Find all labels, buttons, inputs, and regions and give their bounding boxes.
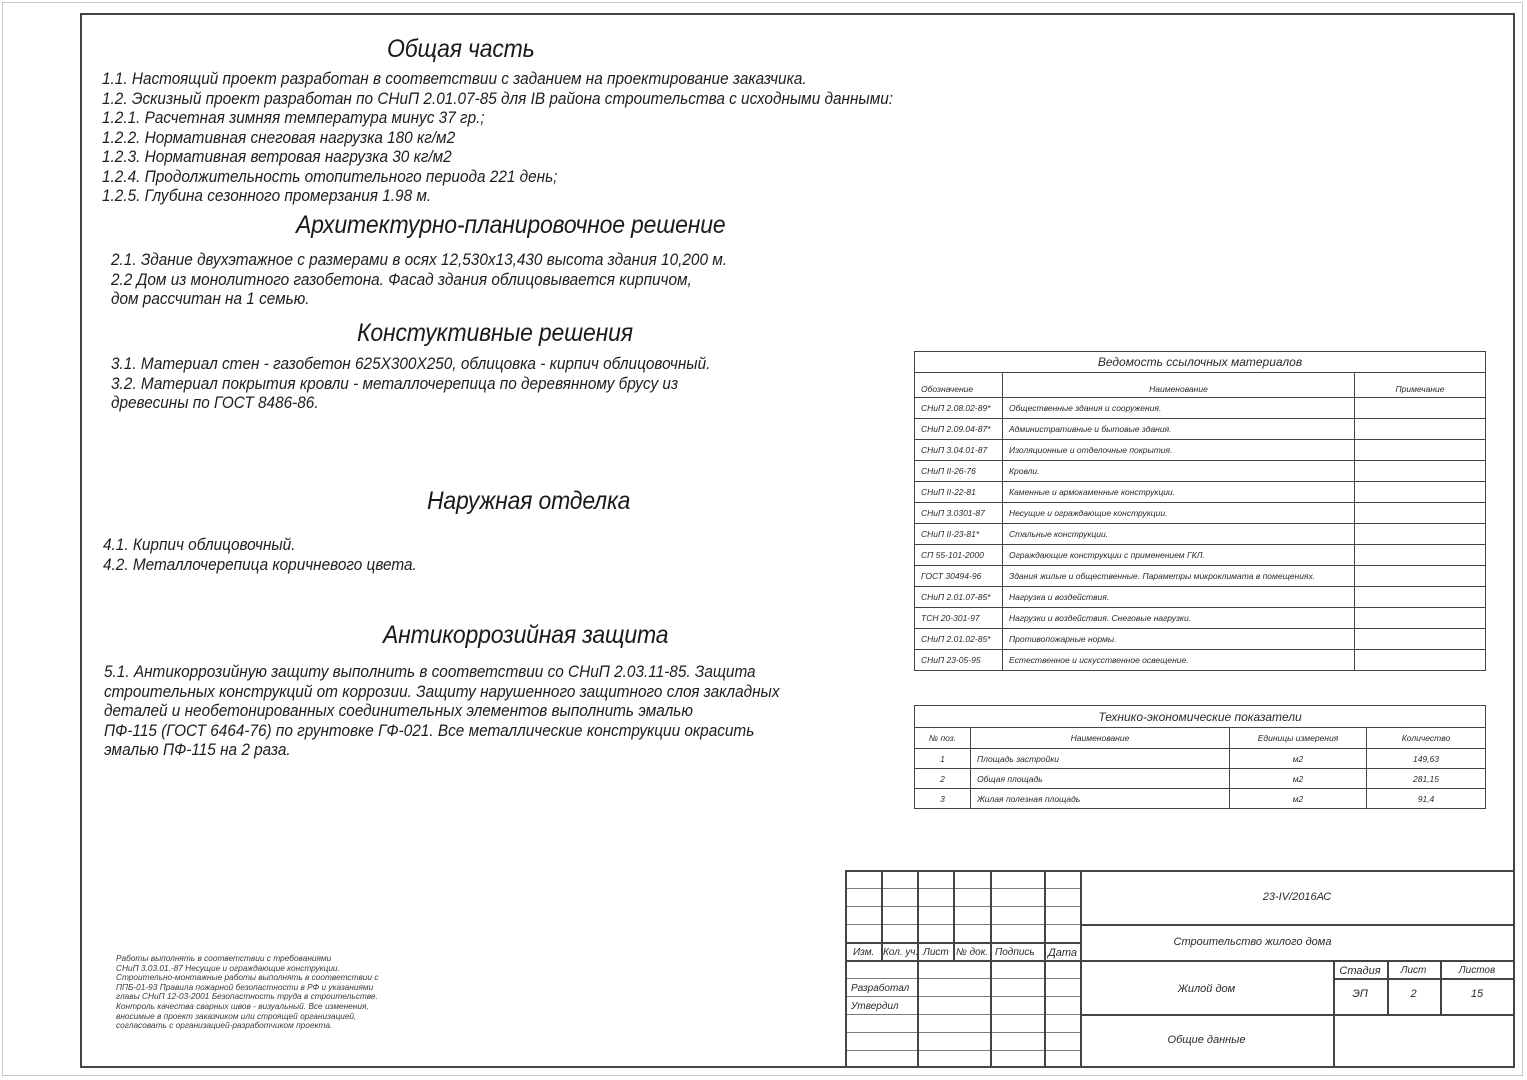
note-line: Работы выполнять в соответствии с требованиями <box>116 953 332 963</box>
text-line: 4.2. Металлочерепица коричневого цвета. <box>103 555 417 574</box>
text-line: 1.2. Эскизный проект разработан по СНиП 2.01.07-85 для IB района строительства с исходными данными: <box>102 89 894 108</box>
table-row <box>915 608 1486 629</box>
stamp-grid-line <box>845 1050 1080 1051</box>
note-line: согласовать с организацией-разработчиком проекта. <box>116 1020 333 1031</box>
stamp-grid-line <box>1080 960 1514 962</box>
text-line: 2.2 Дом из монолитного газобетона. Фасад здания облицовывается кирпичом, <box>111 270 692 289</box>
note-line: Контроль качества сварных швов - визуальный. Все изменения, <box>116 1000 369 1011</box>
references-table-title: Ведомость ссылочных материалов <box>915 352 1486 373</box>
text-line: 1.1. Настоящий проект разработан в соответствии с заданием на проектирование заказчика. <box>102 70 807 88</box>
project-name: Строительство жилого дома <box>1173 936 1332 948</box>
note-cell <box>1355 419 1486 440</box>
designation-cell: ГОСТ 30494-96 <box>915 566 1003 587</box>
unit-cell: м2 <box>1230 789 1367 809</box>
designation-cell: СНиП 23-05-95 <box>915 650 1003 671</box>
table-row <box>915 545 1486 566</box>
text-line: 1.2.1. Расчетная зимняя температура минус 37 гр.; <box>102 109 485 127</box>
name-cell: Жилая полезная площадь <box>971 789 1230 809</box>
stamp-header-change: Изм. <box>853 947 875 958</box>
designation-cell: СНиП 3.04.01-87 <box>915 440 1003 461</box>
table-row <box>915 524 1486 545</box>
text-line: древесины по ГОСТ 8486-86. <box>111 394 319 412</box>
note-cell <box>1355 545 1486 566</box>
stage-label: Стадия <box>1339 965 1381 977</box>
section-title-construction: Констуктивные решения <box>357 319 633 347</box>
stamp-grid-line <box>845 942 1080 944</box>
name-cell: Здания жилые и общественные. Параметры микроклимата в помещениях. <box>1003 566 1355 587</box>
name-cell: Нагрузки и воздействия. Снеговые нагрузки. <box>1003 608 1355 629</box>
quantity-cell: 91,4 <box>1367 789 1486 809</box>
stamp-grid-line <box>1080 924 1514 926</box>
column-header-quantity: Количество <box>1367 728 1486 749</box>
table-row <box>915 482 1486 503</box>
sheets-label: Листов <box>1458 965 1496 976</box>
table-row <box>915 398 1486 419</box>
name-cell: Несущие и ограждающие конструкции. <box>1003 503 1355 524</box>
name-cell: Изоляционные и отделочные покрытия. <box>1003 440 1355 461</box>
table-row <box>915 566 1486 587</box>
stamp-grid-line <box>845 906 1080 907</box>
sheet-number: 2 <box>1410 988 1417 1000</box>
sheet-label: Лист <box>1400 965 1427 976</box>
note-line: главы СНиП 12-03-2001 Безопастность труда в строительстве. <box>116 991 378 1002</box>
name-cell: Площадь застройки <box>971 749 1230 769</box>
text-line: 1.2.3. Нормативная ветровая нагрузка 30 кг/м2 <box>102 148 452 166</box>
section-body-architecture <box>111 251 727 310</box>
text-line: 2.1. Здание двухэтажное с размерами в осях 12,530х13,430 высота здания 10,200 м. <box>111 251 728 269</box>
name-cell: Ограждающие конструкции с применением ГКЛ. <box>1003 545 1355 566</box>
note-cell <box>1355 503 1486 524</box>
text-line: 1.2.5. Глубина сезонного промерзания 1.98 м. <box>102 187 432 205</box>
note-cell <box>1355 587 1486 608</box>
stamp-grid-line <box>845 1014 1080 1015</box>
note-cell <box>1355 608 1486 629</box>
note-cell <box>1355 398 1486 419</box>
sheet-title: Общие данные <box>1167 1034 1246 1046</box>
note-cell <box>1355 482 1486 503</box>
name-cell: Каменные и армокаменные конструкции. <box>1003 482 1355 503</box>
table-row <box>915 769 1486 789</box>
indicators-table <box>914 705 1486 809</box>
stamp-grid-line <box>1333 978 1514 980</box>
sheets-total: 15 <box>1470 988 1484 1000</box>
note-line: Строительно-монтажные работы выполнять в соответствии с <box>116 972 379 983</box>
table-row <box>915 419 1486 440</box>
table-row <box>915 789 1486 809</box>
text-line: 4.1. Кирпич облицовочный. <box>103 536 296 554</box>
stamp-header-signature: Подпись <box>995 947 1035 958</box>
table-row <box>915 440 1486 461</box>
section-body-construction <box>111 355 710 414</box>
position-cell: 2 <box>915 769 971 789</box>
table-row <box>915 629 1486 650</box>
stamp-grid-line <box>845 978 1080 979</box>
name-cell: Естественное и искусственное освещение. <box>1003 650 1355 671</box>
section-title-architecture: Архитектурно-планировочное решение <box>296 211 726 239</box>
name-cell: Кровли. <box>1003 461 1355 482</box>
note-cell <box>1355 650 1486 671</box>
section-body-general <box>102 70 893 207</box>
stamp-grid-line <box>953 870 955 960</box>
table-row <box>915 650 1486 671</box>
stamp-grid-line <box>845 996 1080 997</box>
designation-cell: СНиП II-26-76 <box>915 461 1003 482</box>
note-cell <box>1355 566 1486 587</box>
stamp-role-developer: Разработал <box>851 983 910 994</box>
text-line: дом рассчитан на 1 семью. <box>111 290 310 308</box>
name-cell: Общественные здания и сооружения. <box>1003 398 1355 419</box>
stamp-grid-line <box>845 888 1080 889</box>
stamp-header-doc-number: № док. <box>956 947 989 958</box>
designation-cell: СНиП 3.0301-87 <box>915 503 1003 524</box>
stamp-grid-line <box>845 960 1080 962</box>
column-header-position: № поз. <box>915 728 971 749</box>
text-line: 3.1. Материал стен - газобетон 625Х300Х250, облицовка - кирпич облицовочный. <box>111 355 711 373</box>
designation-cell: СНиП 2.08.02-89* <box>915 398 1003 419</box>
unit-cell: м2 <box>1230 749 1367 769</box>
column-header-name: Наименование <box>1003 373 1355 398</box>
column-header-name: Наименование <box>971 728 1230 749</box>
note-cell <box>1355 524 1486 545</box>
section-title-exterior: Наружная отделка <box>427 487 631 515</box>
stamp-grid-line <box>990 870 992 1067</box>
stamp-border-left <box>845 870 847 1067</box>
text-line: ПФ-115 (ГОСТ 6464-76) по грунтовке ГФ-021. Все металлические конструкции окрасить <box>104 721 755 740</box>
section-title-general: Общая часть <box>387 35 535 63</box>
stamp-border-top <box>845 870 1514 872</box>
designation-cell: СП 55-101-2000 <box>915 545 1003 566</box>
name-cell: Нагрузка и воздействия. <box>1003 587 1355 608</box>
position-cell: 3 <box>915 789 971 809</box>
note-cell <box>1355 461 1486 482</box>
name-cell: Стальные конструкции. <box>1003 524 1355 545</box>
column-header-unit: Единицы измерения <box>1230 728 1367 749</box>
stamp-grid-line <box>1080 1014 1514 1016</box>
note-cell <box>1355 440 1486 461</box>
object-name: Жилой дом <box>1177 983 1236 995</box>
designation-cell: СНиП 2.09.04-87* <box>915 419 1003 440</box>
name-cell: Противопожарные нормы. <box>1003 629 1355 650</box>
note-cell <box>1355 629 1486 650</box>
text-line: 3.2. Материал покрытия кровли - металлочерепица по деревянному брусу из <box>111 374 679 393</box>
stamp-grid-line <box>845 1032 1080 1033</box>
indicators-table-title: Технико-экономические показатели <box>915 706 1486 728</box>
table-row <box>915 587 1486 608</box>
name-cell: Административные и бытовые здания. <box>1003 419 1355 440</box>
stamp-header-count: Кол. уч. <box>883 947 919 958</box>
designation-cell: СНиП 2.01.02-85* <box>915 629 1003 650</box>
text-line: эмалью ПФ-115 на 2 раза. <box>104 741 291 759</box>
stamp-header-sheet: Лист <box>923 947 949 958</box>
section-body-anticorrosion <box>104 663 779 761</box>
note-line: СНиП 3.03.01.-87 Несущие и ограждающие конструкции. <box>116 962 340 973</box>
text-line: 1.2.2. Нормативная снеговая нагрузка 180 кг/м2 <box>102 128 456 147</box>
section-body-exterior <box>103 536 417 575</box>
note-line: вносимые в проект заказчиком или строящей организацией, <box>116 1010 357 1021</box>
position-cell: 1 <box>915 749 971 769</box>
stage-value: ЭП <box>1352 988 1368 1000</box>
text-line: 5.1. Антикоррозийную защиту выполнить в соответствии со СНиП 2.03.11-85. Защита <box>104 663 756 681</box>
stamp-header-date: Дата <box>1048 947 1078 959</box>
stamp-role-approver: Утвердил <box>851 1001 899 1012</box>
name-cell: Общая площадь <box>971 769 1230 789</box>
note-line: ППБ-01-93 Правила пожарной безопастности в РФ и указаниями <box>116 981 374 992</box>
stamp-grid-line <box>845 924 1080 925</box>
column-header-designation: Обозначение <box>915 373 1003 398</box>
quantity-cell: 149,63 <box>1367 749 1486 769</box>
designation-cell: СНиП II-22-81 <box>915 482 1003 503</box>
designation-cell: СНиП 2.01.07-85* <box>915 587 1003 608</box>
text-line: строительных конструкций от коррозии. Защиту нарушенного защитного слоя закладных <box>104 682 780 701</box>
general-notes <box>116 954 379 1031</box>
quantity-cell: 281,15 <box>1367 769 1486 789</box>
column-header-note: Примечание <box>1355 373 1486 398</box>
document-code: 23-IV/2016АС <box>1262 891 1332 903</box>
text-line: 1.2.4. Продолжительность отопительного периода 221 день; <box>102 167 558 186</box>
table-row <box>915 503 1486 524</box>
stamp-grid-line <box>917 870 919 1067</box>
designation-cell: ТСН 20-301-97 <box>915 608 1003 629</box>
table-row <box>915 461 1486 482</box>
text-line: деталей и необетонированных соединительных элементов выполнить эмалью <box>104 702 693 720</box>
unit-cell: м2 <box>1230 769 1367 789</box>
table-row <box>915 749 1486 769</box>
designation-cell: СНиП II-23-81* <box>915 524 1003 545</box>
title-block <box>845 870 1514 1067</box>
section-title-anticorrosion: Антикоррозийная защита <box>383 621 669 649</box>
references-table <box>914 351 1486 671</box>
stamp-grid-line <box>1044 870 1046 1067</box>
